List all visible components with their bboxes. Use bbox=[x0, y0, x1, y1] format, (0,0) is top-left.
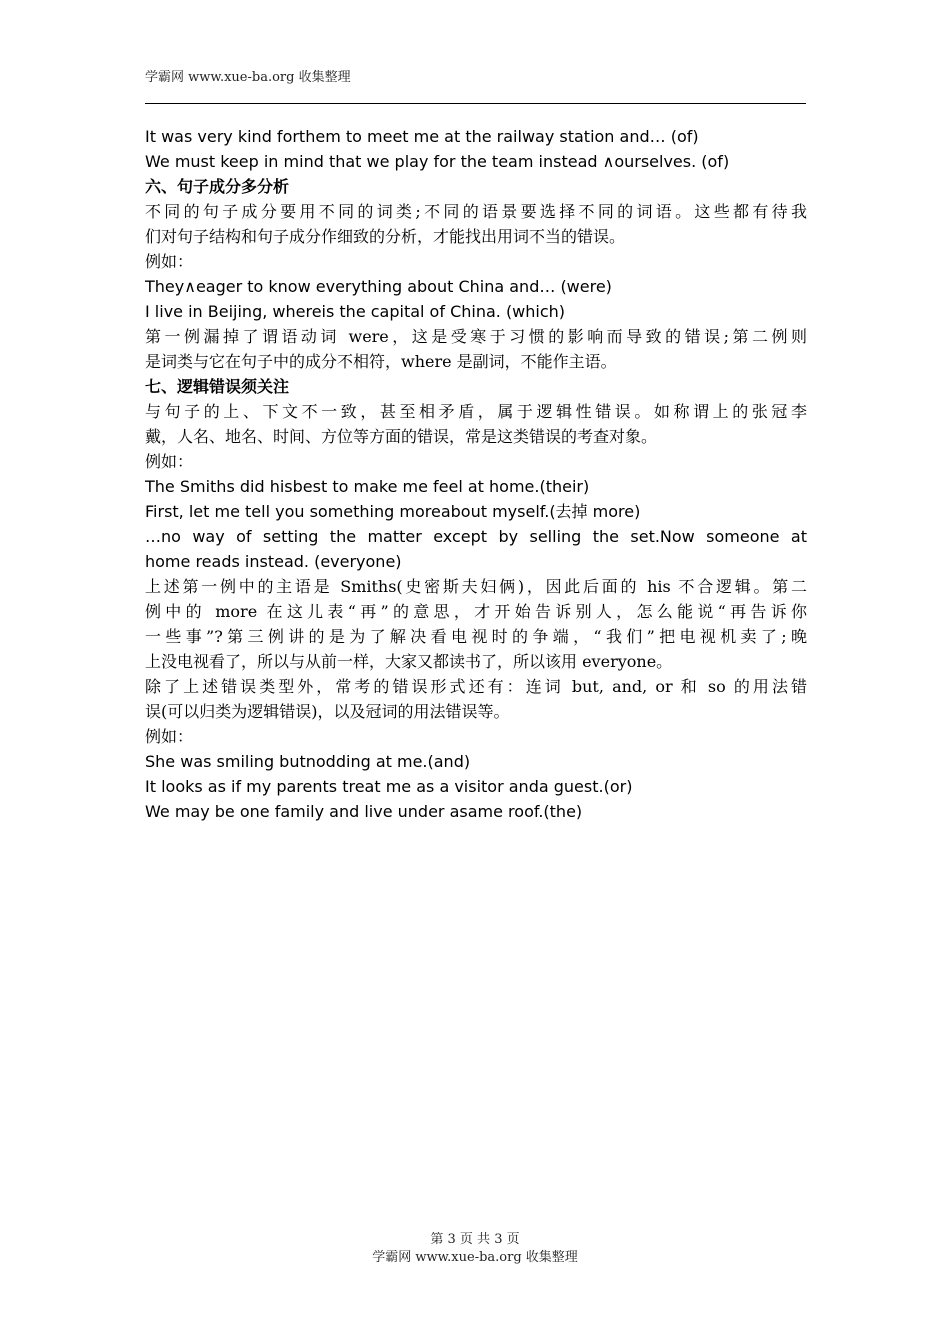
example-label: 例如： bbox=[145, 727, 194, 746]
document-body bbox=[145, 124, 807, 824]
paragraph-line: 除了上述错误类型外，常考的错误形式还有：连词 but, and, or 和 so 的用法错 bbox=[145, 677, 807, 696]
example-line: It was very kind forthem to meet me at the railway station and… (of) bbox=[145, 127, 699, 146]
section-heading-7: 七、逻辑错误须关注 bbox=[145, 377, 290, 396]
example-line: It looks as if my parents treat me as a visitor anda guest.(or) bbox=[145, 777, 633, 796]
example-line: home reads instead. (everyone) bbox=[145, 552, 402, 571]
paragraph-line: 是词类与它在句子中的成分不相符，where 是副词，不能作主语。 bbox=[145, 352, 617, 371]
example-line: They∧eager to know everything about China and… (were) bbox=[145, 277, 612, 296]
example-line: She was smiling butnodding at me.(and) bbox=[145, 752, 471, 771]
paragraph-line: 上没电视看了，所以与从前一样，大家又都读书了，所以该用 everyone。 bbox=[145, 652, 673, 671]
section-heading-6: 六、句子成分多分析 bbox=[145, 177, 290, 196]
header-divider bbox=[145, 103, 806, 104]
example-line: We must keep in mind that we play for the team instead ∧ourselves. (of) bbox=[145, 152, 730, 171]
example-line: First, let me tell you something moreabout myself.(去掉 more) bbox=[145, 502, 641, 521]
example-line: I live in Beijing, whereis the capital of China. (which) bbox=[145, 302, 566, 321]
example-line: The Smiths did hisbest to make me feel at home.(their) bbox=[145, 477, 590, 496]
paragraph-line: 例中的 more 在这儿表“再”的意思，才开始告诉别人，怎么能说“再告诉你 bbox=[145, 602, 807, 621]
paragraph-line: 戴，人名、地名、时间、方位等方面的错误，常是这类错误的考查对象。 bbox=[145, 427, 658, 446]
page-header: 学霸网 www.xue-ba.org 收集整理 bbox=[145, 70, 351, 85]
example-line: …no way of setting the matter except by selling the set.Now someone at bbox=[145, 527, 807, 546]
page-number: 第 3 页 共 3 页 bbox=[430, 1232, 520, 1247]
paragraph-line: 不同的句子成分要用不同的词类;不同的语景要选择不同的词语。这些都有待我 bbox=[145, 202, 807, 221]
paragraph-line: 们对句子结构和句子成分作细致的分析，才能找出用词不当的错误。 bbox=[145, 227, 626, 246]
paragraph-line: 误(可以归类为逻辑错误)，以及冠词的用法错误等。 bbox=[145, 702, 510, 721]
example-label: 例如： bbox=[145, 252, 194, 271]
paragraph-line: 第一例漏掉了谓语动词 were，这是受寒于习惯的影响而导致的错误;第二例则 bbox=[145, 327, 807, 346]
example-label: 例如： bbox=[145, 452, 194, 471]
example-line: We may be one family and live under asame roof.(the) bbox=[145, 802, 583, 821]
paragraph-line: 与句子的上、下文不一致，甚至相矛盾，属于逻辑性错误。如称谓上的张冠李 bbox=[145, 402, 807, 421]
paragraph-line: 一些事”?第三例讲的是为了解决看电视时的争端，“我们”把电视机卖了;晚 bbox=[145, 627, 807, 646]
page-footer: 学霸网 www.xue-ba.org 收集整理 bbox=[372, 1250, 578, 1265]
paragraph-line: 上述第一例中的主语是 Smiths(史密斯夫妇俩)，因此后面的 his 不合逻辑。第二 bbox=[145, 577, 807, 596]
